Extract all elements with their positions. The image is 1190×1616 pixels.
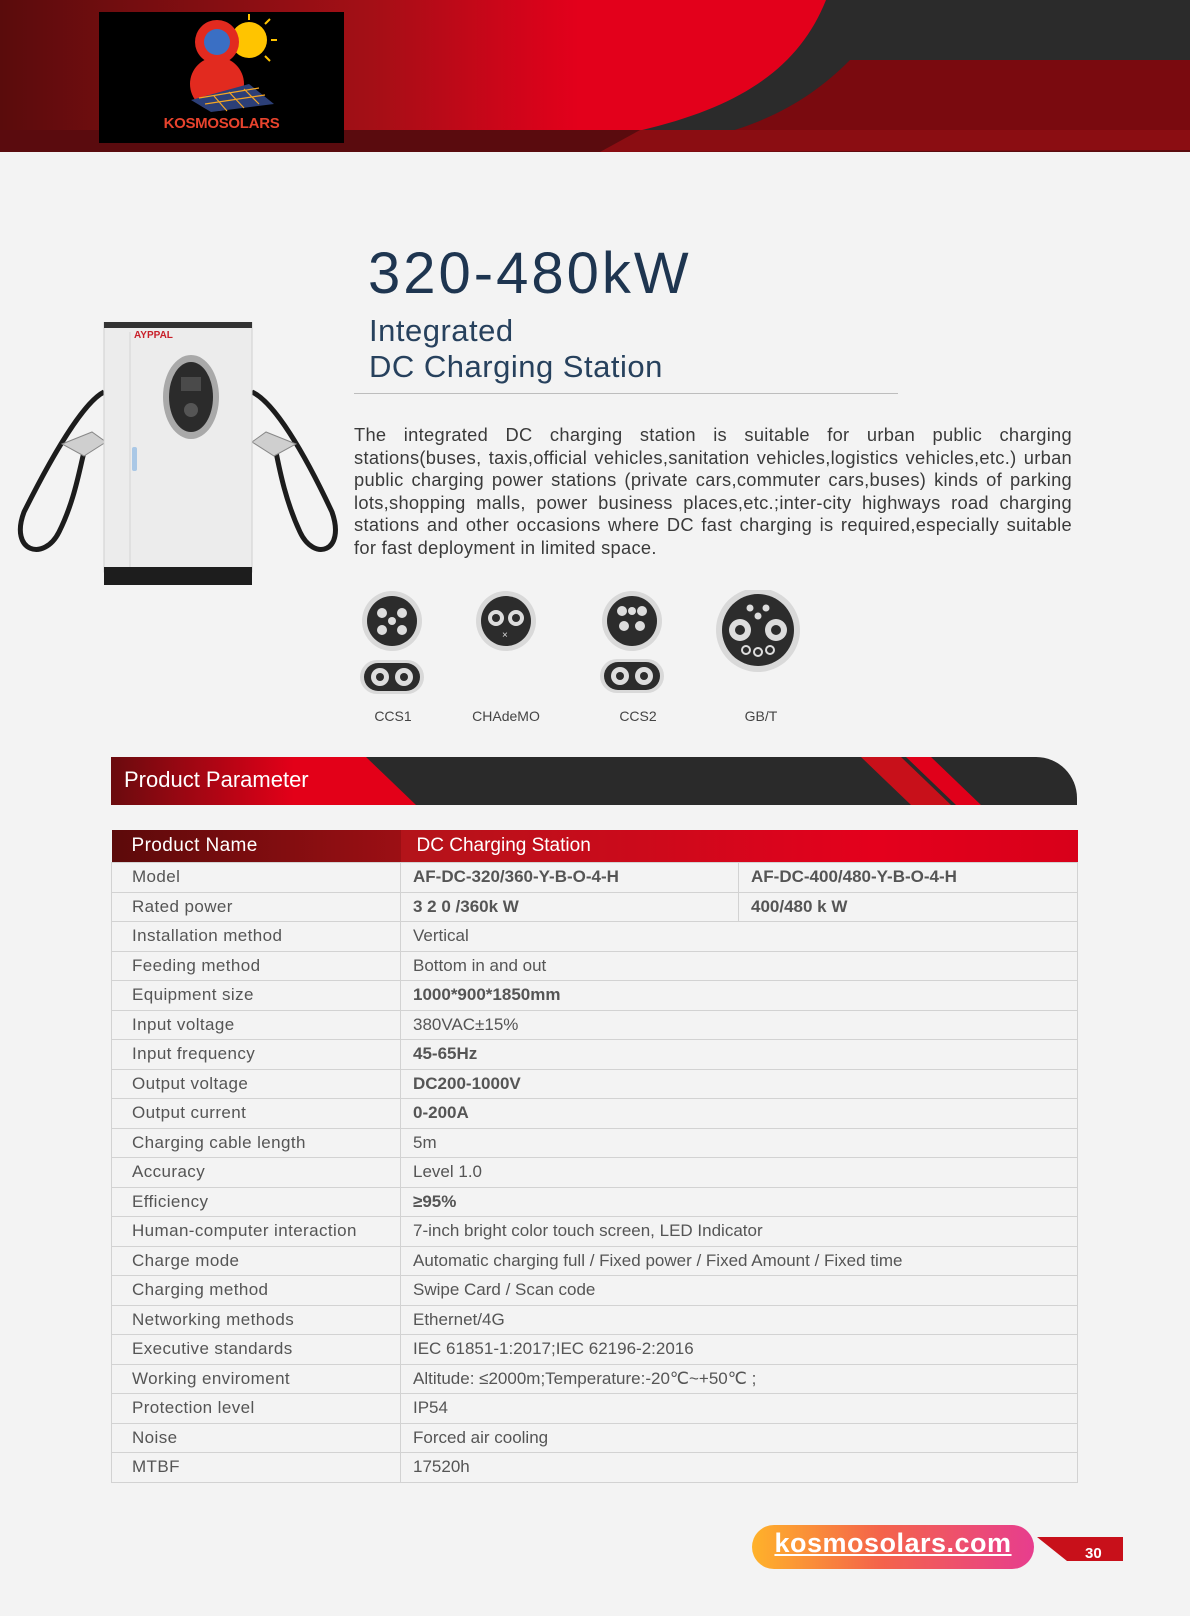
svg-text:×: ×: [502, 630, 508, 641]
power-range-title: 320-480kW: [368, 241, 692, 306]
device-brand-label: AYPPAL: [134, 330, 173, 341]
table-row: [112, 1099, 1078, 1129]
table-row: [112, 892, 1078, 922]
row-value: Level 1.0: [401, 1158, 1078, 1188]
row-label: Installation method: [112, 922, 401, 952]
table-row: [112, 1158, 1078, 1188]
logo-emblem-icon: [99, 12, 344, 117]
row-value: 45-65Hz: [401, 1040, 1078, 1070]
subtitle-line-2: DC Charging Station: [369, 349, 663, 384]
connector-label-chademo: CHAdeMO: [472, 708, 540, 724]
spec-rows: [112, 922, 1078, 1483]
row-label: Protection level: [112, 1394, 401, 1424]
connector-label-gbt: GB/T: [744, 708, 778, 724]
table-row: [112, 1128, 1078, 1158]
brand-logo: [99, 12, 344, 143]
table-row: [112, 863, 1078, 893]
row-value: Automatic charging full / Fixed power / Fixed Amount / Fixed time: [401, 1246, 1078, 1276]
table-row: [112, 1276, 1078, 1306]
table-row: [112, 1305, 1078, 1335]
website-link[interactable]: kosmosolars.com: [774, 1528, 1012, 1558]
row-label: Noise: [112, 1423, 401, 1453]
ccs2-connector-icon: [600, 591, 664, 693]
row-label: Working enviroment: [112, 1364, 401, 1394]
table-row: [112, 951, 1078, 981]
row-value: Ethernet/4G: [401, 1305, 1078, 1335]
row-label: Human-computer interaction: [112, 1217, 401, 1247]
power-value-b: 400/480 k W: [739, 892, 1078, 922]
row-value: IEC 61851-1:2017;IEC 62196-2:2016: [401, 1335, 1078, 1365]
row-label: Executive standards: [112, 1335, 401, 1365]
row-label: Equipment size: [112, 981, 401, 1011]
row-value: Swipe Card / Scan code: [401, 1276, 1078, 1306]
gbt-connector-icon: [716, 590, 800, 672]
model-value-b: AF-DC-400/480-Y-B-O-4-H: [739, 863, 1078, 893]
row-label-model: Model: [112, 863, 401, 893]
row-label: Efficiency: [112, 1187, 401, 1217]
row-value: 7-inch bright color touch screen, LED Indicator: [401, 1217, 1078, 1247]
row-value: Bottom in and out: [401, 951, 1078, 981]
connector-icons: [350, 590, 810, 700]
chademo-connector-icon: [476, 591, 536, 651]
row-label-rated-power: Rated power: [112, 892, 401, 922]
row-label: MTBF: [112, 1453, 401, 1483]
row-value: Altitude: ≤2000m;Temperature:-20℃~+50℃ ;: [401, 1364, 1078, 1394]
row-value: 5m: [401, 1128, 1078, 1158]
table-header-value: DC Charging Station: [401, 830, 1078, 863]
page-number: 30: [1085, 1545, 1102, 1562]
row-value: Forced air cooling: [401, 1423, 1078, 1453]
row-value: Vertical: [401, 922, 1078, 952]
table-row: [112, 1453, 1078, 1483]
row-label: Input voltage: [112, 1010, 401, 1040]
connector-label-ccs1: CCS1: [374, 708, 412, 724]
product-description: The integrated DC charging station is suitable for urban public charging stations(buses, taxis,official vehicles,sanitation vehicles,logistics vehicles,etc.) urban public charging power stations (private cars,commuter cars,buses) kinds of parking lots,shopping malls, power business places,etc.;inter-city highways road charging stations and other occasions where DC fast charging is required,especially suitable for fast deployment in limited space.: [354, 424, 1072, 558]
ccs1-connector-icon: [360, 591, 424, 694]
table-row: [112, 1394, 1078, 1424]
section-title: Product Parameter: [124, 767, 309, 792]
page-number-tab: [1037, 1537, 1123, 1561]
row-label: Output voltage: [112, 1069, 401, 1099]
row-label: Output current: [112, 1099, 401, 1129]
row-label: Charge mode: [112, 1246, 401, 1276]
power-value-a: 3 2 0 /360k W: [401, 892, 739, 922]
table-header-row: [112, 830, 1078, 863]
row-value: 380VAC±15%: [401, 1010, 1078, 1040]
table-row: [112, 1423, 1078, 1453]
charging-station-image: [14, 322, 344, 600]
row-label: Charging cable length: [112, 1128, 401, 1158]
row-label: Charging method: [112, 1276, 401, 1306]
table-row: [112, 1364, 1078, 1394]
table-header-label: Product Name: [112, 830, 401, 863]
table-row: [112, 1335, 1078, 1365]
row-value: IP54: [401, 1394, 1078, 1424]
row-label: Input frequency: [112, 1040, 401, 1070]
spec-table: [111, 830, 1078, 1483]
table-row: [112, 1187, 1078, 1217]
row-label: Feeding method: [112, 951, 401, 981]
row-value: 1000*900*1850mm: [401, 981, 1078, 1011]
table-row: [112, 1246, 1078, 1276]
row-label: Networking methods: [112, 1305, 401, 1335]
table-row: [112, 922, 1078, 952]
row-value: 17520h: [401, 1453, 1078, 1483]
row-value: DC200-1000V: [401, 1069, 1078, 1099]
title-divider: [354, 393, 898, 394]
table-row: [112, 1069, 1078, 1099]
logo-text: KOSMOSOLARS: [163, 115, 280, 132]
row-value: 0-200A: [401, 1099, 1078, 1129]
table-row: [112, 981, 1078, 1011]
table-row: [112, 1217, 1078, 1247]
connector-label-ccs2: CCS2: [619, 708, 657, 724]
model-value-a: AF-DC-320/360-Y-B-O-4-H: [401, 863, 739, 893]
row-label: Accuracy: [112, 1158, 401, 1188]
subtitle-line-1: Integrated: [369, 313, 514, 348]
row-value: ≥95%: [401, 1187, 1078, 1217]
table-row: [112, 1010, 1078, 1040]
table-row: [112, 1040, 1078, 1070]
